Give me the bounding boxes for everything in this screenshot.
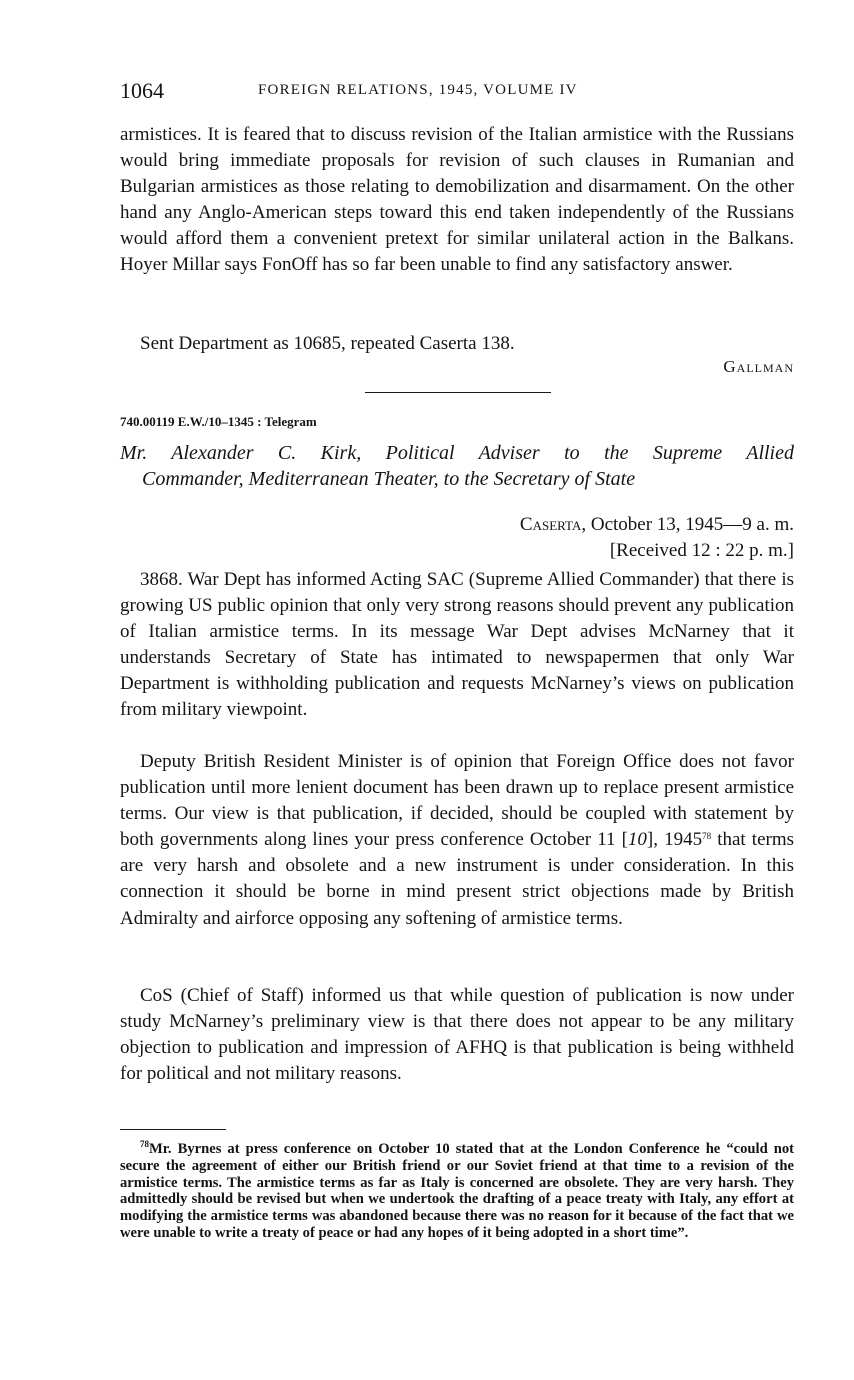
file-reference: 740.00119 E.W./10–1345 : Telegram <box>120 414 317 429</box>
paragraph-2-text-c: that terms are very harsh and obsolete and a new instrument is under consideration. In this connection it should be borne in mind present strict objections made by British Admiralty and airforce opposing any softening of armistice terms. <box>120 829 795 929</box>
footnote-reference[interactable]: 78 <box>702 831 712 842</box>
page-header <box>120 78 794 104</box>
footnote <box>120 1141 794 1242</box>
received-time: [Received 12 : 22 p. m.] <box>609 540 794 561</box>
paragraph-2 <box>120 749 794 932</box>
title-line-1: Mr. Alexander C. Kirk, Political Adviser to the Supreme Allied <box>120 442 794 464</box>
running-head: FOREIGN RELATIONS, 1945, VOLUME IV <box>258 82 578 98</box>
section-divider <box>365 392 551 393</box>
page-number: 1064 <box>120 78 164 103</box>
signature: Gallman <box>723 357 794 376</box>
dateline-place: Caserta <box>519 514 582 535</box>
sent-line: Sent Department as 10685, repeated Caserta 138. <box>140 333 515 354</box>
paragraph-2-correction: 10 <box>627 829 647 851</box>
continued-paragraph: armistices. It is feared that to discuss revision of the Italian armistice with the Russians would bring immediate proposals for revision of such clauses in Rumanian and Bulgarian armistices as those relating to demobilization and disarmament. On the other hand any Anglo-American steps toward this end taken independently of the Russians would afford them a convenient pretext for similar unilateral action in the Balkans. Hoyer Millar says FonOff has so far been unable to find any satisfactory answer. <box>120 124 794 276</box>
paragraph-1: 3868. War Dept has informed Acting SAC (Supreme Allied Commander) that there is growing US public opinion that only very strong reasons should prevent any publication of Italian armistice terms. In its message War Dept advises McNarney that it understands Secretary of State has intimated to newspapermen that only War Department is withholding publication and requests McNarney’s views on publication from military viewpoint. <box>120 569 794 721</box>
paragraph-2-text-b: ], 1945 <box>646 829 703 851</box>
footnote-text: Mr. Byrnes at press conference on October 10 stated that at the London Conference he “could not secure the agreement of either our British friend or our Soviet friend at that time to a revision of the armistice terms. The armistice terms as far as Italy is concerned are obsolete. They are very harsh. They admittedly should be revised but when we undertook the drafting of a peace treaty with Italy, any effort at modifying the armistice terms was abandoned because there was no reason for it because of the fact that we were unable to write a treaty of peace or had any hopes of it being adopted in a short time”. <box>120 1141 794 1241</box>
document-title <box>120 440 794 492</box>
footnote-divider <box>120 1129 226 1130</box>
paragraph-3: CoS (Chief of Staff) informed us that while question of publication is now under study McNarney’s preliminary view is that there does not appear to be any military objection to publication and impression of AFHQ is that publication is being withheld for political and not military reasons. <box>120 985 794 1085</box>
footnote-marker: 78 <box>140 1139 149 1149</box>
title-line-2: Commander, Mediterranean Theater, to the Secretary of State <box>142 468 636 490</box>
dateline-date: , October 13, 1945—9 a. m. <box>581 514 794 535</box>
dateline <box>520 512 794 538</box>
paragraph-2-text-a: Deputy British Resident Minister is of opinion that Foreign Office does not favor publication until more lenient document has been drawn up to replace present armistice terms. Our view is that publication, if decided, should be coupled with statement by both governments along lines your press conference October 11 [ <box>120 751 794 851</box>
